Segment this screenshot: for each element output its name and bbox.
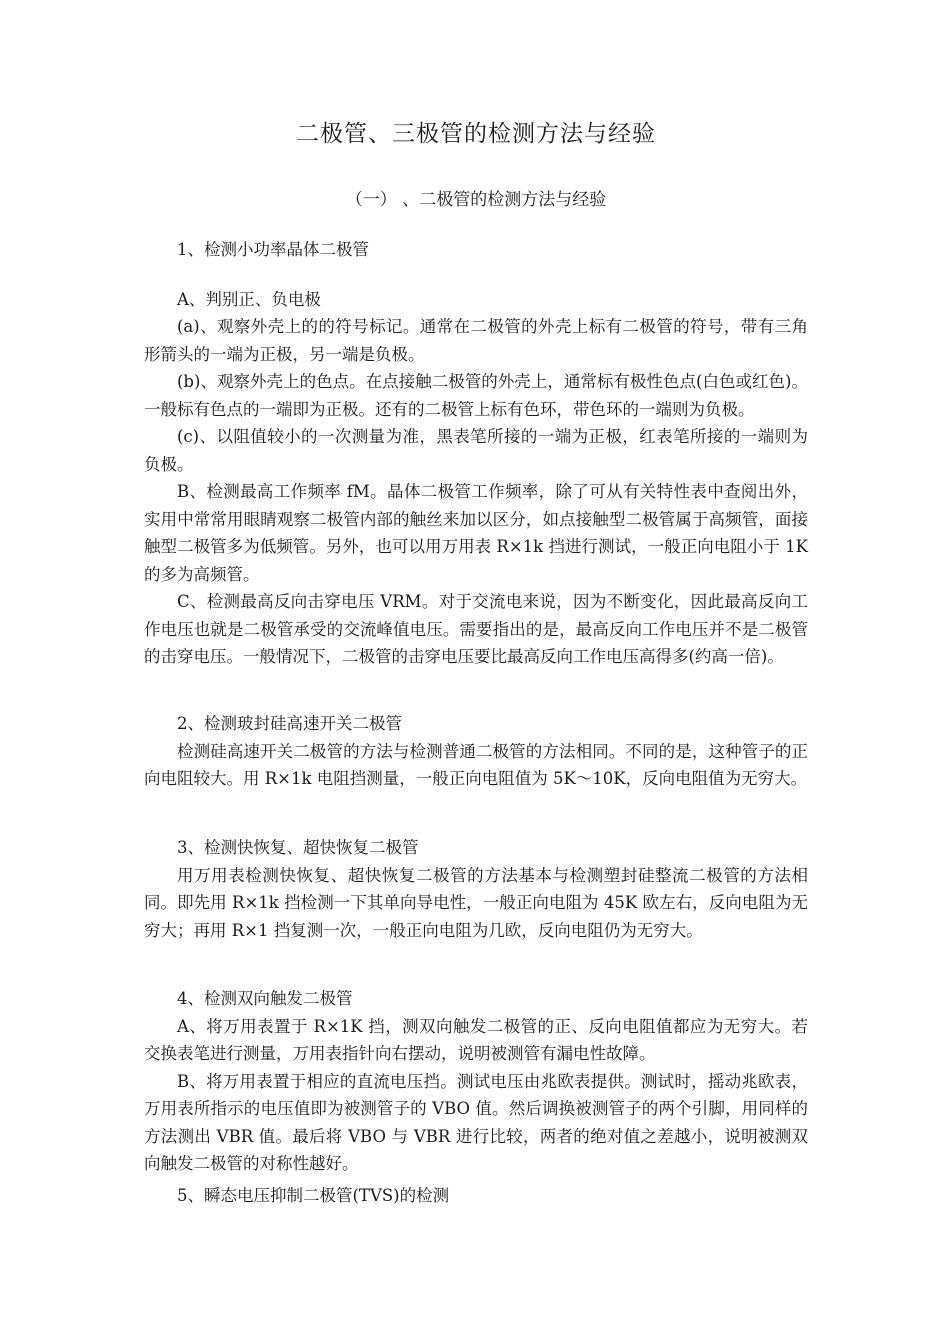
item4-block — [144, 985, 808, 1178]
item2-paragraph: 检测硅高速开关二极管的方法与检测普通二极管的方法相同。不同的是，这种管子的正向电阻较大。用 R×1k 电阻挡测量，一般正向电阻值为 5K～10K，反向电阻值为无穷大。 — [144, 741, 808, 788]
item5-block — [144, 1182, 808, 1210]
item3-block — [144, 834, 808, 944]
item5-heading: 5、瞬态电压抑制二极管(TVS)的检测 — [177, 1186, 450, 1205]
item1-paragraph-c: (c)、以阻值较小的一次测量为准，黑表笔所接的一端为正极，红表笔所接的一端则为负极。 — [144, 427, 808, 474]
document-title: 二极管、三极管的检测方法与经验 — [296, 121, 656, 147]
item1-block — [144, 236, 808, 671]
item1-subheading-a: A、判别正、负电极 — [177, 289, 321, 309]
section-heading: （一） 、二极管的检测方法与经验 — [345, 190, 607, 210]
item3-paragraph: 用万用表检测快恢复、超快恢复二极管的方法基本与检测塑封硅整流二极管的方法相同。即先用 R×1k 挡检测一下其单向导电性，一般正向电阻为 45K 欧左右，反向电阻为无穷大；再用 R×1 挡复测一次，一般正向电阻为几欧，反向电阻仍为无穷大。 — [144, 865, 808, 940]
item1-heading: 1、检测小功率晶体二极管 — [177, 240, 369, 259]
item4-paragraph-B: B、将万用表置于相应的直流电压挡。测试电压由兆欧表提供。测试时，摇动兆欧表，万用表所指示的电压值即为被测管子的 VBO 值。然后调换被测管子的两个引脚，用同样的方法测出 VBR 值。最后将 VBO 与 VBR 进行比较，两者的绝对值之差越小，说明被测双向触发二极管的对称性越好。 — [144, 1071, 808, 1173]
item1-paragraph-b: (b)、观察外壳上的色点。在点接触二极管的外壳上，通常标有极性色点(白色或红色)。一般标有色点的一端即为正极。还有的二极管上标有色环，带色环的一端则为负极。 — [144, 372, 808, 419]
item1-paragraph-C: C、检测最高反向击穿电压 VRM。对于交流电来说，因为不断变化，因此最高反向工作电压也就是二极管承受的交流峰值电压。需要指出的是，最高反向工作电压并不是二极管的击穿电压。一般情况下，二极管的击穿电压要比最高反向工作电压高得多(约高一倍)。 — [144, 592, 808, 666]
item4-paragraph-A: A、将万用表置于 R×1K 挡，测双向触发二极管的正、反向电阻值都应为无穷大。若交换表笔进行测量，万用表指针向右摆动，说明被测管有漏电性故障。 — [144, 1016, 808, 1063]
item1-paragraph-a: (a)、观察外壳上的的符号标记。通常在二极管的外壳上标有二极管的符号，带有三角形箭头的一端为正极，另一端是负极。 — [144, 317, 808, 364]
item1-paragraph-B: B、检测最高工作频率 fM。晶体二极管工作频率，除了可从有关特性表中查阅出外，实用中常常用眼睛观察二极管内部的触丝来加以区分，如点接触型二极管属于高频管，面接触型二极管多为低频管。另外，也可以用万用表 R×1k 挡进行测试，一般正向电阻小于 1K 的多为高频管。 — [144, 482, 808, 584]
item4-heading: 4、检测双向触发二极管 — [177, 989, 353, 1008]
item3-heading: 3、检测快恢复、超快恢复二极管 — [177, 838, 419, 857]
item2-block — [144, 710, 808, 793]
item2-heading: 2、检测玻封硅高速开关二极管 — [177, 714, 402, 733]
